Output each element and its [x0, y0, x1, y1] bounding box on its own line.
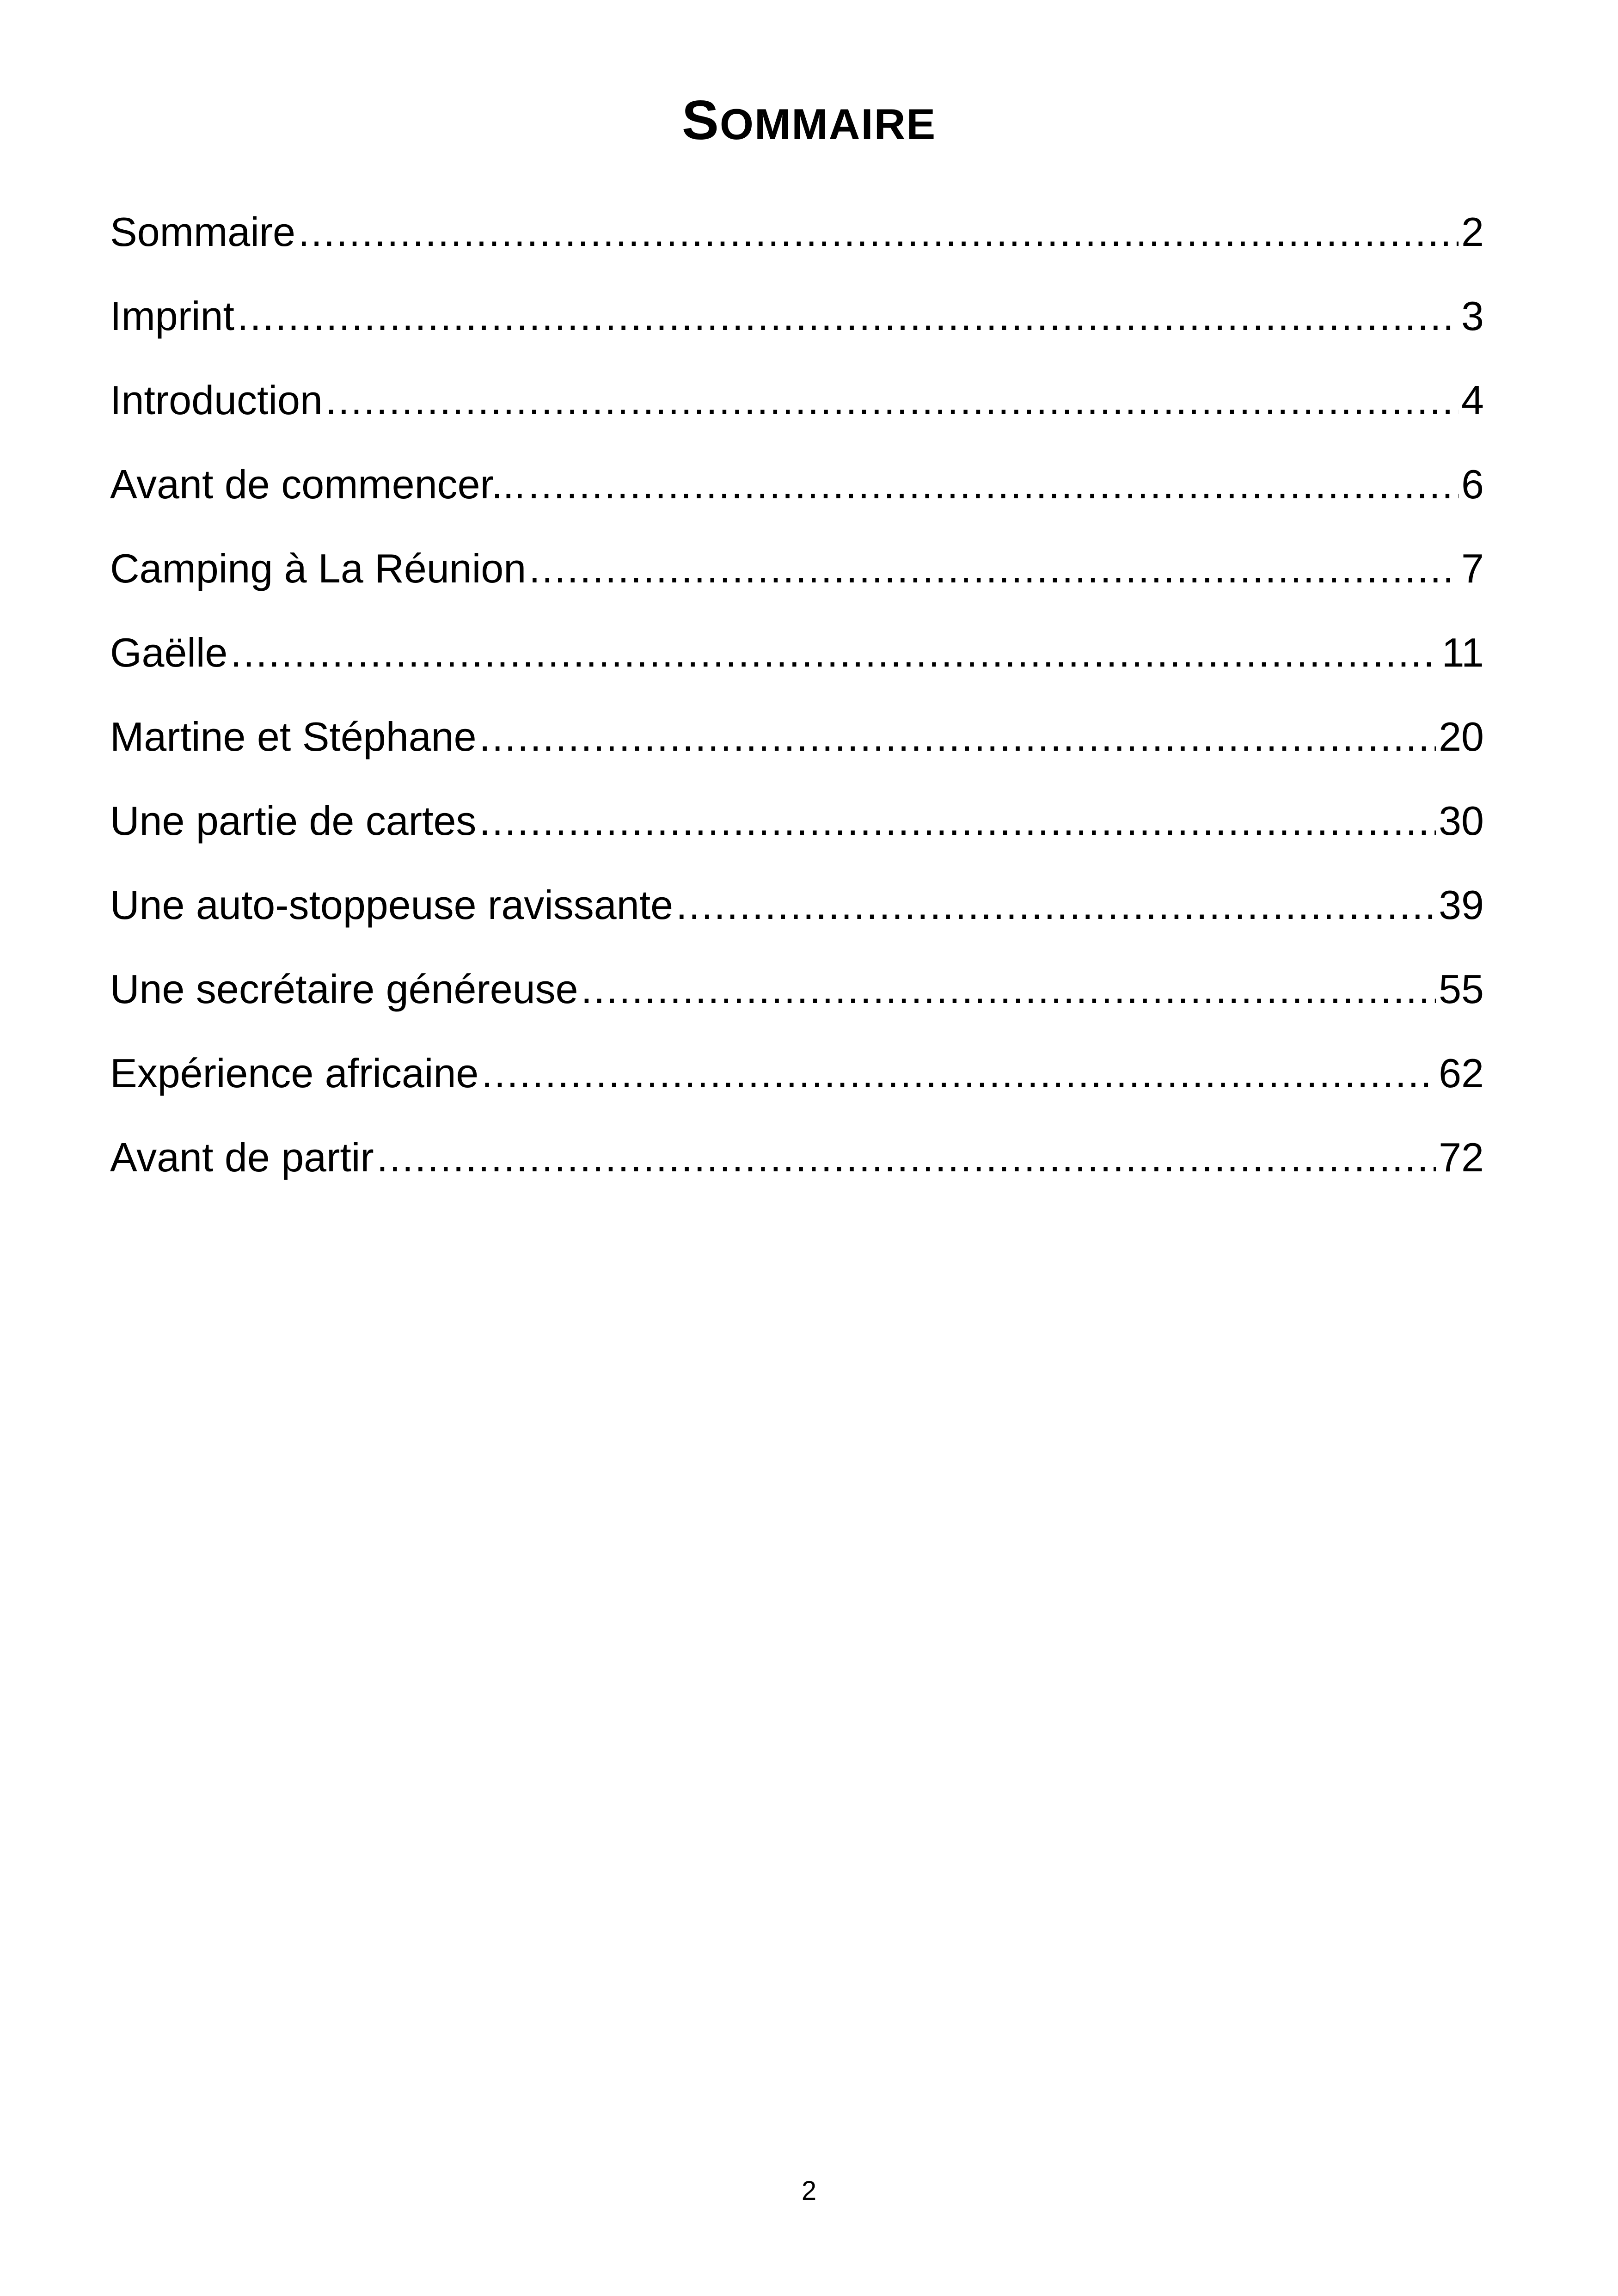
toc-leader-dots [230, 620, 1439, 685]
toc-entry-avant-de-commencer[interactable] [110, 452, 1484, 536]
toc-entry-page: 62 [1439, 1050, 1484, 1096]
toc-leader-dots [479, 789, 1436, 853]
table-of-contents [110, 200, 1484, 1209]
title-initial: S [681, 89, 720, 151]
toc-entry-martine-et-stephane[interactable] [110, 704, 1484, 789]
toc-entry-sommaire[interactable] [110, 200, 1484, 284]
toc-entry-label: Une partie de cartes [110, 798, 477, 844]
toc-entry-page: 3 [1461, 293, 1484, 339]
toc-entry-experience-africaine[interactable] [110, 1041, 1484, 1125]
toc-leader-dots [581, 957, 1436, 1022]
toc-entry-secretaire[interactable] [110, 957, 1484, 1041]
toc-entry-page: 72 [1439, 1134, 1484, 1180]
toc-leader-dots [377, 1125, 1436, 1190]
toc-entry-page: 2 [1461, 209, 1484, 255]
toc-entry-label: Camping à La Réunion [110, 545, 527, 591]
title-rest: OMMAIRE [719, 100, 937, 148]
toc-entry-avant-de-partir[interactable] [110, 1125, 1484, 1209]
toc-entry-label: Avant de partir [110, 1134, 374, 1180]
toc-entry-imprint[interactable] [110, 284, 1484, 368]
page-number: 2 [801, 2176, 817, 2206]
toc-entry-label: Avant de commencer... [110, 461, 526, 507]
toc-entry-page: 6 [1461, 461, 1484, 507]
toc-leader-dots [325, 368, 1459, 433]
page-title [0, 86, 1618, 159]
toc-entry-label: Imprint [110, 293, 234, 339]
toc-leader-dots [481, 1041, 1436, 1106]
toc-entry-gaelle[interactable] [110, 620, 1484, 704]
toc-leader-dots [237, 284, 1459, 349]
toc-leader-dots [676, 873, 1436, 937]
toc-leader-dots [298, 200, 1459, 264]
toc-entry-label: Une secrétaire généreuse [110, 966, 578, 1012]
toc-entry-page: 20 [1439, 714, 1484, 759]
toc-entry-partie-de-cartes[interactable] [110, 789, 1484, 873]
toc-entry-introduction[interactable] [110, 368, 1484, 452]
toc-entry-camping[interactable] [110, 536, 1484, 620]
toc-entry-label: Expérience africaine [110, 1050, 479, 1096]
toc-entry-auto-stoppeuse[interactable] [110, 873, 1484, 957]
toc-entry-page: 55 [1439, 966, 1484, 1012]
toc-entry-page: 7 [1461, 545, 1484, 591]
toc-entry-page: 11 [1441, 630, 1484, 675]
toc-leader-dots [479, 704, 1436, 769]
toc-entry-page: 4 [1461, 377, 1484, 423]
toc-entry-label: Sommaire [110, 209, 295, 255]
toc-entry-label: Martine et Stéphane [110, 714, 477, 759]
toc-entry-page: 39 [1439, 882, 1484, 928]
toc-entry-label: Gaëlle [110, 630, 228, 675]
toc-leader-dots [528, 452, 1459, 517]
toc-entry-page: 30 [1439, 798, 1484, 844]
toc-entry-label: Introduction [110, 377, 323, 423]
toc-leader-dots [529, 536, 1459, 601]
toc-entry-label: Une auto-stoppeuse ravissante [110, 882, 674, 928]
